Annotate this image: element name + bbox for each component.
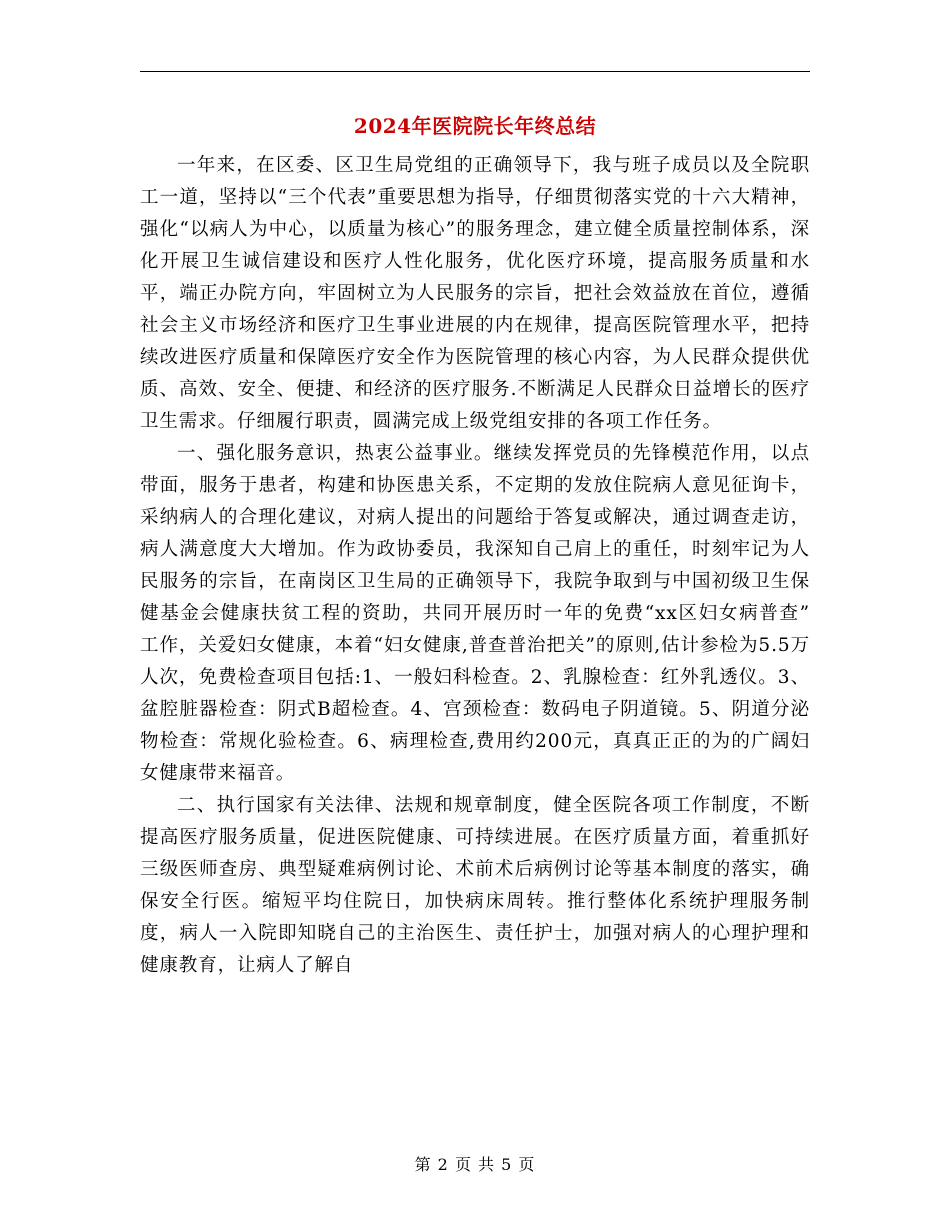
paragraph-intro: 一年来，在区委、区卫生局党组的正确领导下，我与班子成员以及全院职工一道，坚持以“三个代表”重要思想为指导，仔细贯彻落实党的十六大精神，强化“以病人为中心，以质量为核心”的服务理念，建立健全质量控制体系，深化开展卫生诚信建设和医疗人性化服务，优化医疗环境，提高服务质量和水平，端正办院方向，牢固树立为人民服务的宗旨，把社会效益放在首位，遵循社会主义市场经济和医疗卫生事业进展的内在规律，提高医院管理水平，把持续改进医疗质量和保障医疗安全作为医院管理的核心内容，为人民群众提供优质、高效、安全、便捷、和经济的医疗服务.不断满足人民群众日益增长的医疗卫生需求。仔细履行职责，圆满完成上级党组安排的各项工作任务。 xyxy=(140,155,810,432)
paragraph-section-one: 一、强化服务意识，热衷公益事业。继续发挥党员的先锋模范作用，以点带面，服务于患者，构建和协医患关系，不定期的发放住院病人意见征询卡，采纳病人的合理化建议，对病人提出的问题给于答复或解决，通过调查走访，病人满意度大大增加。作为政协委员，我深知自己肩上的重任，时刻牢记为人民服务的宗旨，在南岗区卫生局的正确领导下，我院争取到与中国初级卫生保健基金会健康扶贫工程的资助，共同开展历时一年的免费“xx区妇女病普查” 工作，关爱妇女健康，本着“妇女健康,普查普治把关”的原则,估计参检为5.5万人次，免费检查项目包括:1、一般妇科检查。2、乳腺检查：红外乳透仪。3、盆腔脏器检查：阴式B超检查。4、宫颈检查：数码电子阴道镜。5、阴道分泌物检查：常规化验检查。6、病理检查,费用约200元，真真正正的为的广阔妇女健康带来福音。 xyxy=(140,443,810,784)
document-title: 2024年医院院长年终总结 xyxy=(353,114,597,138)
header-divider xyxy=(140,71,810,72)
document-body xyxy=(140,150,810,982)
paragraph-section-two: 二、执行国家有关法律、法规和规章制度，健全医院各项工作制度，不断提高医疗服务质量，促进医院健康、可持续进展。在医疗质量方面，着重抓好三级医师查房、典型疑难病例讨论、术前术后病例讨论等基本制度的落实，确保安全行医。缩短平均住院日，加快病床周转。推行整体化系统护理服务制度，病人一入院即知晓自己的主治医生、责任护士，加强对病人的心理护理和健康教育，让病人了解自 xyxy=(140,795,810,976)
page-number-footer: 第 2 页 共 5 页 xyxy=(414,1155,536,1174)
